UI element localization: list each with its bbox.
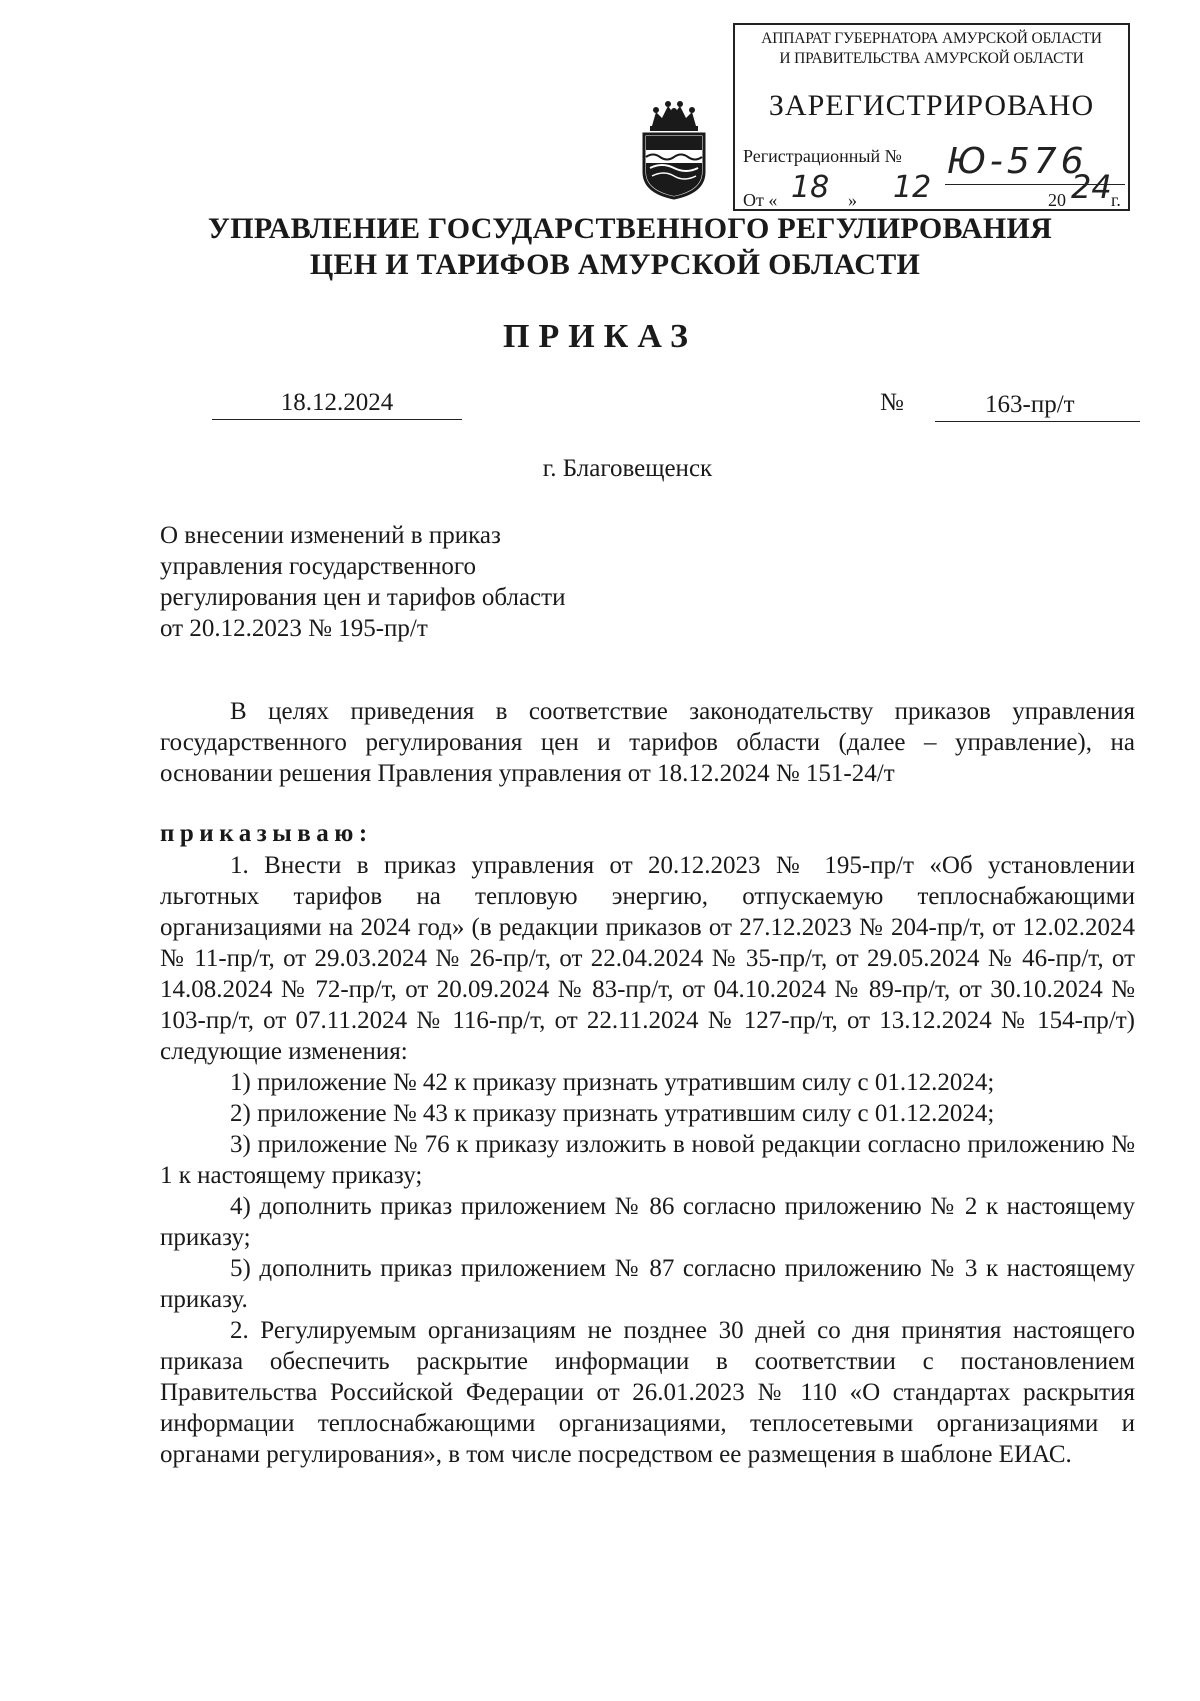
- order-subitem-3: 3) приложение № 76 к приказу изложить в новой редакции согласно приложению № 1 к настоящему приказу;: [160, 1131, 1135, 1189]
- stamp-day-underline: [783, 210, 838, 211]
- stamp-organization: [735, 29, 1128, 69]
- organization-name-line2: ЦЕН И ТАРИФОВ АМУРСКОЙ ОБЛАСТИ: [309, 248, 921, 281]
- order-items: [160, 850, 1135, 1470]
- subject-line: регулирования цен и тарифов области: [160, 584, 566, 611]
- document-subject: [160, 520, 680, 644]
- subject-line: О внесении изменений в приказ: [160, 522, 501, 549]
- order-subitem-1: 1) приложение № 42 к приказу признать утратившим силу с 01.12.2024;: [230, 1069, 995, 1096]
- stamp-reg-label: Регистрационный №: [743, 146, 902, 166]
- stamp-org-line1: АППАРАТ ГУБЕРНАТОРА АМУРСКОЙ ОБЛАСТИ: [761, 30, 1102, 47]
- subject-line: управления государственного: [160, 553, 476, 580]
- organization-name-line1: УПРАВЛЕНИЕ ГОСУДАРСТВЕННОГО РЕГУЛИРОВАНИЯ: [207, 212, 1053, 245]
- order-subitem-4: 4) дополнить приказ приложением № 86 согласно приложению № 2 к настоящему приказу;: [160, 1193, 1135, 1251]
- stamp-date-year-suffix: 24: [1071, 168, 1112, 206]
- order-item-1: 1. Внести в приказ управления от 20.12.2023 № 195-пр/т «Об установлении льготных тарифов на тепловую энергию, отпускаемую теплоснабжающими организациями на 2024 год» (в редакции приказов от 27.12.2023 № 204-пр/т, от 12.02.2024 № 11-пр/т, от 29.03.2024 № 26-пр/т, от 22.04.2024 № 35-пр/т, от 29.05.2024 № 46-пр/т, от 14.08.2024 № 72-пр/т, от 20.09.2024 № 83-пр/т, от 04.10.2024 № 89-пр/т, от 30.10.2024 № 103-пр/т, от 07.11.2024 № 116-пр/т, от 22.11.2024 № 127-пр/т, от 13.12.2024 № 154-пр/т) следующие изменения:: [160, 852, 1135, 1065]
- coat-of-arms-icon: [634, 100, 714, 200]
- preamble-paragraph: В целях приведения в соответствие законодательству приказов управления государственного регулирования цен и тарифов области (далее – управление), на основании решения Правления управления от 18.12.2024 № 151-24/т: [160, 698, 1135, 787]
- registration-stamp: [733, 23, 1130, 211]
- stamp-date-prefix: От «: [743, 190, 778, 210]
- document-date: 18.12.2024: [212, 387, 462, 420]
- stamp-reg-number: Ю-576: [947, 141, 1088, 182]
- stamp-month-underline: [863, 210, 1013, 211]
- order-subitem-2: 2) приложение № 43 к приказу признать утратившим силу с 01.12.2024;: [230, 1100, 995, 1127]
- stamp-date-day: 18: [791, 170, 830, 205]
- order-subitem-5: 5) дополнить приказ приложением № 87 согласно приложению № 3 к настоящему приказу.: [160, 1255, 1135, 1313]
- subject-line: от 20.12.2023 № 195-пр/т: [160, 615, 428, 642]
- stamp-year-underline: [1069, 210, 1109, 211]
- document-number-sign: №: [880, 389, 904, 416]
- orders-keyword: приказываю:: [160, 820, 373, 847]
- document-number: 163-пр/т: [935, 389, 1140, 422]
- stamp-org-line2: И ПРАВИТЕЛЬСТВА АМУРСКОЙ ОБЛАСТИ: [779, 50, 1084, 67]
- stamp-date-row: [743, 168, 1124, 212]
- preamble-block: [160, 696, 1135, 789]
- order-item-2: 2. Регулируемым организациям не позднее 30 дней со дня принятия настоящего приказа обеспечить раскрытие информации в соответствии с постановлением Правительства Российской Федерации от 26.01.2023 № 110 «О стандартах раскрытия информации теплоснабжающими организациями, теплосетевыми организациями и органами регулирования», в том числе посредством ее размещения в шаблоне ЕИАС.: [160, 1317, 1135, 1468]
- stamp-registered-label: ЗАРЕГИСТРИРОВАНО: [768, 89, 1095, 122]
- stamp-date-g: г.: [1111, 190, 1121, 210]
- stamp-date-mid: »: [848, 190, 857, 210]
- document-type-title: ПРИКАЗ: [503, 318, 697, 355]
- document-city: г. Благовещенск: [542, 455, 713, 482]
- stamp-date-year-prefix: 20: [1048, 190, 1066, 210]
- stamp-date-month: 12: [893, 170, 932, 205]
